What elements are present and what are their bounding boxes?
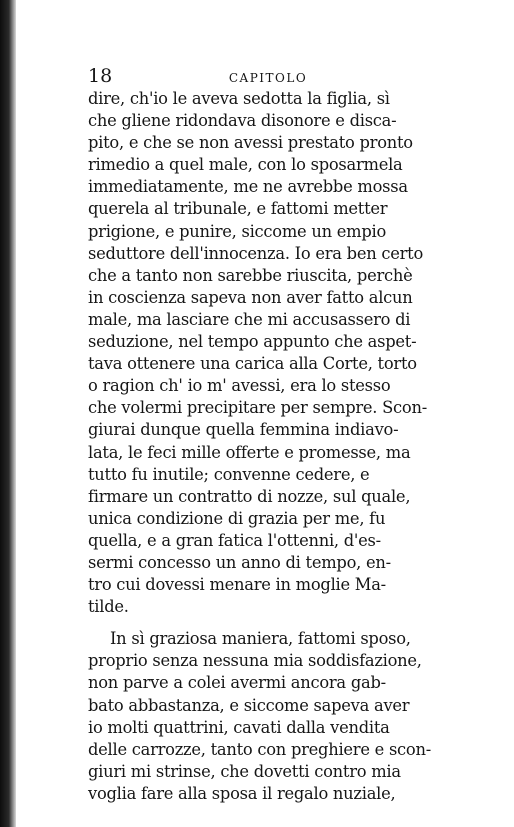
text-line: o ragion ch' io m' avessi, era lo stesso [88, 376, 391, 396]
text-line: seduttore dell'innocenza. Io era ben certo [88, 243, 423, 263]
text-line: tro cui dovessi menare in moglie Ma- [88, 575, 386, 595]
text-line: che a tanto non sarebbe riuscita, perchè [88, 265, 413, 285]
text-line: voglia fare alla sposa il regalo nuziale, [88, 783, 396, 803]
text-line: lata, le feci mille offerte e promesse, ma [88, 442, 411, 462]
book-page [16, 0, 514, 827]
paragraph-1 [88, 88, 448, 618]
text-line: dire, ch'io le aveva sedotta la figlia, sì [88, 89, 390, 108]
text-line: male, ma lasciare che mi accusassero di [88, 309, 411, 329]
text-line: tava ottenere una carica alla Corte, torto [88, 354, 417, 374]
text-line: bato abbastanza, e siccome sapeva aver [88, 695, 410, 715]
page-number: 18 [88, 65, 113, 87]
text-line: tutto fu inutile; convenne cedere, e [88, 464, 370, 484]
text-line: unica condizione di grazia per me, fu [88, 508, 386, 528]
text-line: giurai dunque quella femmina indiavo- [88, 420, 399, 440]
text-line: non parve a colei avermi ancora gab- [88, 673, 386, 693]
paragraph-2 [88, 628, 448, 805]
text-line: tilde. [88, 597, 129, 617]
text-line: sermi concesso un anno di tempo, en- [88, 552, 391, 572]
text-line: rimedio a quel male, con lo sposarmela [88, 155, 403, 175]
text-line: giuri mi strinse, che dovetti contro mia [88, 761, 401, 781]
text-line: quella, e a gran fatica l'ottenni, d'es- [88, 530, 381, 550]
page-header [88, 64, 448, 88]
text-line: prigione, e punire, siccome un empio [88, 221, 386, 241]
text-line: in coscienza sapeva non aver fatto alcun [88, 287, 413, 307]
running-head: CAPITOLO [228, 71, 308, 85]
text-line: proprio senza nessuna mia soddisfazione, [88, 651, 422, 671]
text-line: seduzione, nel tempo appunto che aspet- [88, 332, 417, 352]
text-block [88, 64, 448, 805]
text-line: io molti quattrini, cavati dalla vendita [88, 717, 390, 737]
binding-gutter-shadow [0, 0, 16, 827]
text-line: querela al tribunale, e fattomi metter [88, 199, 388, 219]
text-line: delle carrozze, tanto con preghiere e scon- [88, 739, 431, 759]
text-line: pito, e che se non avessi prestato pronto [88, 133, 413, 153]
text-line: firmare un contratto di nozze, sul quale, [88, 486, 411, 506]
text-line: In sì graziosa maniera, fattomi sposo, [110, 629, 411, 649]
text-line: che gliene ridondava disonore e disca- [88, 111, 397, 131]
text-line: che volermi precipitare per sempre. Scon- [88, 398, 427, 418]
text-line: immediatamente, me ne avrebbe mossa [88, 177, 408, 197]
paragraph-break [88, 618, 448, 628]
